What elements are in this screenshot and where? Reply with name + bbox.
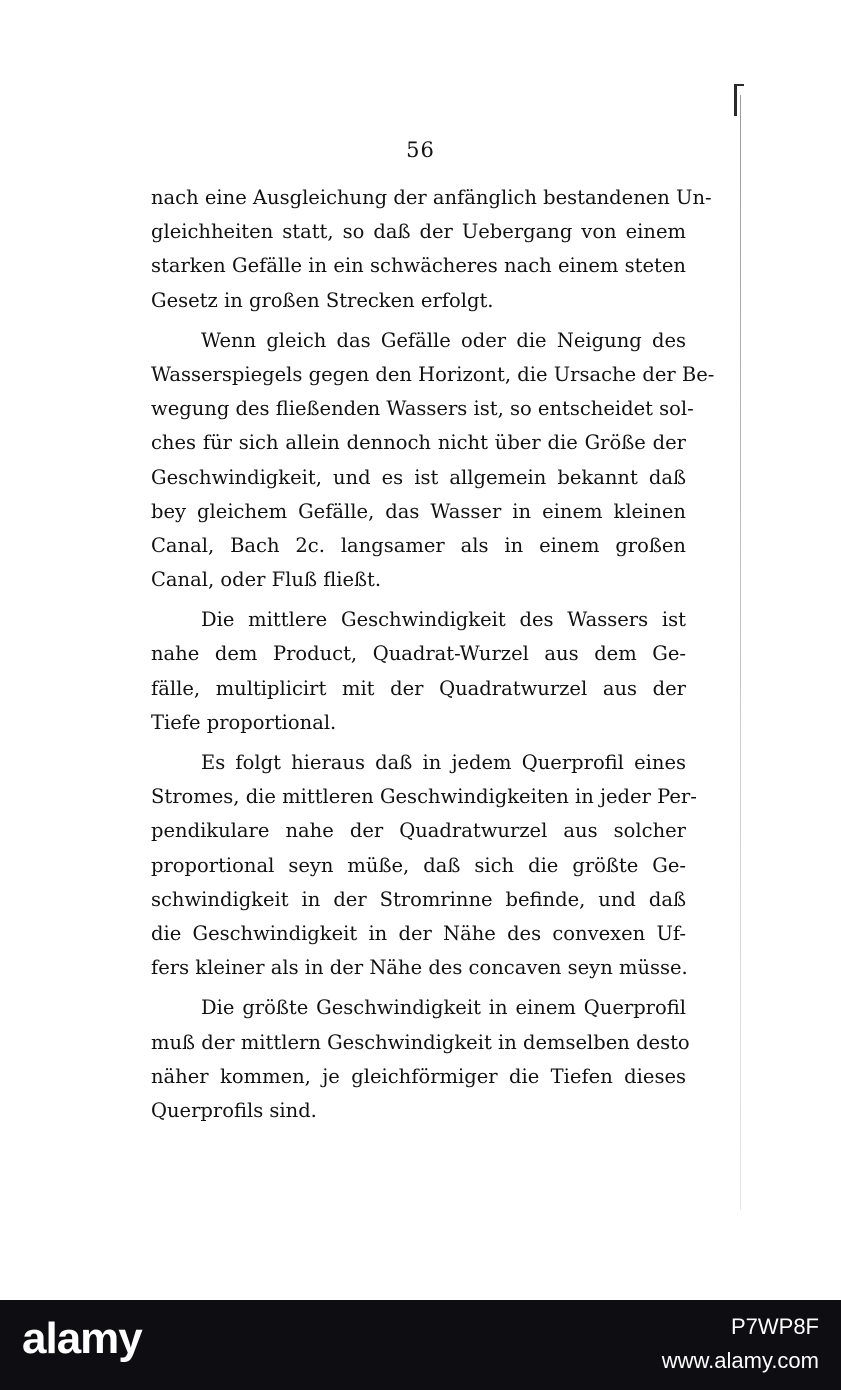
page-edge-mark bbox=[734, 84, 744, 116]
text-line: ches für sich allein dennoch nicht über die Größe der bbox=[151, 431, 686, 455]
text-line: proportional seyn müße, daß sich die größte Ge- bbox=[151, 853, 686, 877]
text-line: schwindigkeit in der Stromrinne befinde, und daß bbox=[151, 887, 686, 911]
text-line: pendikulare nahe der Quadratwurzel aus solcher bbox=[151, 819, 686, 843]
text-line: starken Gefälle in ein schwächeres nach einem steten bbox=[151, 254, 686, 278]
paragraph bbox=[151, 746, 697, 985]
text-line: nach eine Ausgleichung der anfänglich bestandenen Un- bbox=[151, 186, 712, 209]
text-line: muß der mittlern Geschwindigkeit in demselben desto bbox=[151, 1030, 690, 1054]
text-line: Gesetz in großen Strecken erfolgt. bbox=[151, 288, 494, 312]
text-line: bey gleichem Gefälle, das Wasser in einem kleinen bbox=[151, 499, 686, 523]
watermark-banner bbox=[0, 1300, 841, 1390]
text-line: Stromes, die mittleren Geschwindigkeiten in jeder Per- bbox=[151, 785, 697, 809]
text-line: Canal, oder Fluß fließt. bbox=[151, 568, 382, 592]
page-edge-line bbox=[740, 95, 741, 1210]
text-line: fälle, multiplicirt mit der Quadratwurzel aus der bbox=[151, 676, 686, 700]
image-id: P7WP8F bbox=[730, 1314, 819, 1339]
text-line: Wenn gleich das Gefälle oder die Neigung des bbox=[201, 328, 686, 352]
text-line: die Geschwindigkeit in der Nähe des convexen Uf- bbox=[151, 921, 686, 945]
banner-logo: alamy bbox=[22, 1314, 142, 1363]
text-line: Geschwindigkeit, und es ist allgemein bekannt daß bbox=[151, 465, 686, 489]
page-number: 56 bbox=[406, 138, 435, 162]
text-line: Tiefe proportional. bbox=[151, 710, 337, 734]
text-line: Die mittlere Geschwindigkeit des Wassers ist bbox=[201, 608, 686, 632]
text-line: Wasserspiegels gegen den Horizont, die Ursache der Be- bbox=[151, 362, 715, 386]
text-line: nahe dem Product, Quadrat-Wurzel aus dem Ge- bbox=[151, 642, 686, 666]
text-line: Querprofils sind. bbox=[151, 1098, 317, 1122]
text-line: gleichheiten statt, so daß der Uebergang von einem bbox=[151, 220, 686, 244]
text-line: Es folgt hieraus daß in jedem Querprofil eines bbox=[201, 751, 686, 774]
paragraph bbox=[151, 181, 712, 318]
banner-url: www.alamy.com bbox=[661, 1348, 819, 1373]
text-line: fers kleiner als in der Nähe des concaven seyn müsse. bbox=[151, 956, 688, 980]
body-text bbox=[151, 181, 715, 1128]
paragraph bbox=[151, 324, 715, 598]
paragraph bbox=[151, 991, 690, 1128]
text-line: wegung des fließenden Wassers ist, so entscheidet sol- bbox=[151, 397, 694, 421]
paragraph bbox=[151, 603, 686, 740]
text-line: Canal, Bach 2c. langsamer als in einem großen bbox=[151, 533, 686, 557]
text-line: näher kommen, je gleichförmiger die Tiefen dieses bbox=[151, 1064, 686, 1088]
text-line: Die größte Geschwindigkeit in einem Querprofil bbox=[201, 996, 686, 1020]
